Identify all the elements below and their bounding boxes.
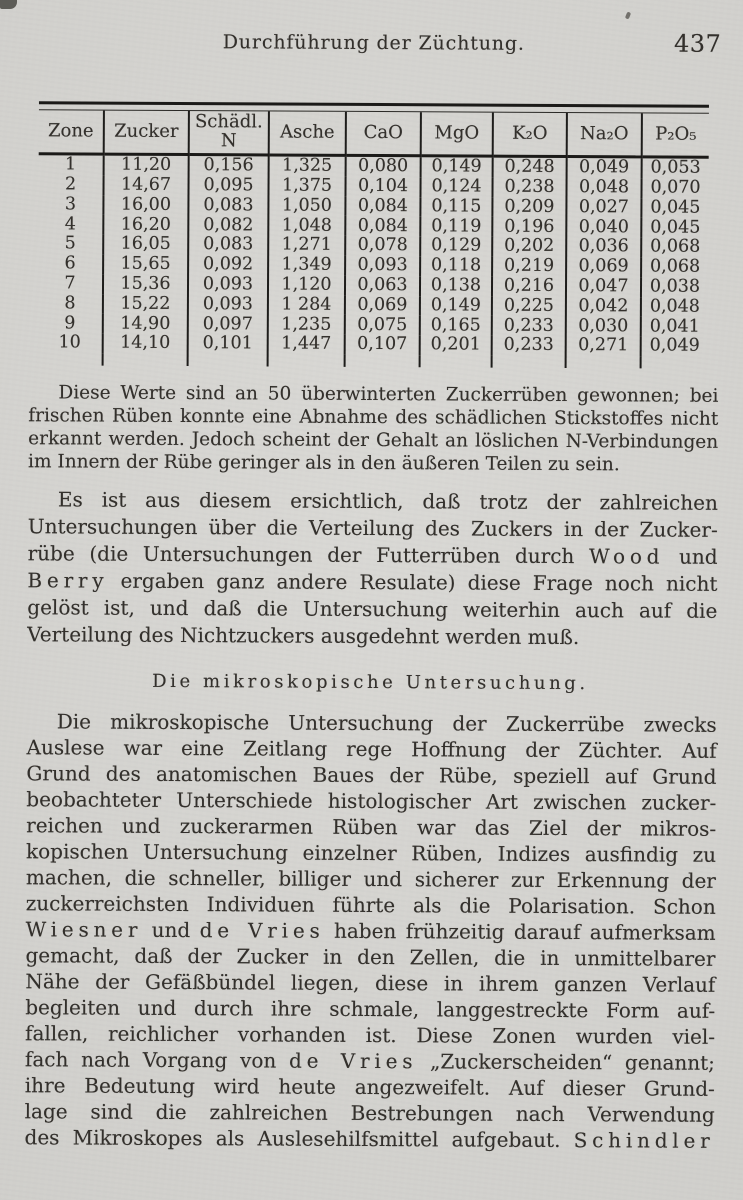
text-line: rübe (die Untersuchungen der Futterrüben durch Wood und: [27, 541, 718, 569]
table-cell: 0,097: [189, 314, 269, 334]
text-line: Auslese war eine Zeitlang rege Hoffnung der Züchter. Auf: [26, 735, 717, 763]
column-header: P₂O₅: [643, 113, 709, 158]
text-line: begleiten und durch ihre schmale, langgestreckte Form auf-: [25, 995, 716, 1023]
table-cell: 0,069: [346, 295, 421, 315]
table-cell: 1,048: [269, 216, 346, 236]
table-cell: 15,22: [104, 294, 189, 314]
table-cell: 0,042: [567, 297, 642, 317]
table-rule-extension: [189, 354, 269, 366]
table-cell: 0,095: [189, 176, 269, 196]
table-cell: 1,235: [269, 315, 346, 335]
table-cell: 1,271: [269, 236, 346, 256]
table-cell: 0,040: [567, 217, 642, 237]
table-cell: 0,083: [189, 235, 269, 255]
table-cell: 1: [39, 155, 105, 175]
table-cell: 0,075: [346, 315, 421, 335]
text-line: Wiesner und de Vries haben frühzeitig darauf aufmerksam: [25, 917, 716, 945]
text-line: Nähe der Gefäßbündel liegen, diese in ihrem ganzen Verlauf: [25, 969, 716, 997]
table-rule-extension: [421, 355, 493, 367]
person-name: Schindler: [573, 1128, 715, 1153]
text-line: Die mikroskopische Untersuchung der Zuckerrübe zwecks: [56, 709, 717, 737]
table-cell: 0,149: [422, 157, 494, 177]
person-name: de Vries: [288, 1048, 418, 1074]
text-line: des Mikroskopes als Auslesehilfsmittel aufgebaut. Schindler: [24, 1125, 715, 1153]
table-cell: 0,045: [650, 216, 701, 238]
table-cell: 0,036: [567, 237, 642, 257]
table-cell: 0,041: [649, 315, 700, 337]
table-cell: 0,104: [346, 177, 421, 197]
table-cell: 0,069: [567, 257, 642, 277]
data-table: [38, 110, 709, 368]
table-cell: 0,093: [189, 275, 269, 295]
text-line: ihre Bedeutung wird heute angezweifelt. Auf dieser Grund-: [24, 1073, 715, 1101]
table-cell: 0,115: [421, 197, 493, 217]
table-cell: 0,080: [347, 157, 422, 177]
table-cell: 0,068: [650, 236, 701, 258]
text-line: machen, die schneller, billiger und sicherer zur Erkennung der: [25, 865, 716, 893]
column-header: Zone: [39, 110, 105, 155]
table-cell: 0,233: [493, 336, 567, 356]
table-cell: 4: [38, 215, 104, 235]
table-cell: 3: [38, 195, 104, 215]
analysis-table: [38, 101, 709, 368]
table-cell: 14,90: [104, 314, 189, 334]
table-cell: 1 284: [269, 295, 346, 315]
table-cell: 0,107: [346, 335, 421, 355]
table-cell: 0,119: [421, 217, 493, 237]
table-cell: 1,120: [269, 275, 346, 295]
text-line: Untersuchungen über die Verteilung des Zuckers in der Zucker-: [27, 514, 718, 542]
table-cell: 0,118: [421, 256, 493, 276]
table-cell: 0,129: [421, 236, 493, 256]
text-line: im Innern der Rübe geringer als in den äußeren Teilen zu sein.: [28, 451, 620, 476]
table-cell: 0,101: [189, 334, 269, 354]
table-cell: 0,078: [346, 236, 421, 256]
text-line: fach nach Vorgang von de Vries „Zuckerscheiden“ genannt;: [24, 1047, 716, 1075]
table-cell: 5: [38, 234, 104, 254]
table-cell: 1,325: [270, 156, 347, 176]
table-cell: 0,138: [421, 276, 493, 296]
table-cell: 0,196: [493, 217, 567, 237]
column-header: K₂O: [494, 113, 568, 158]
table-cell: 0,219: [493, 257, 567, 277]
table-cell: 1,349: [269, 255, 346, 275]
table-cell: 16,00: [104, 195, 189, 215]
note-paragraph: [28, 381, 718, 477]
table-cell: 0,070: [650, 177, 701, 198]
table-cell: 0,216: [493, 276, 567, 296]
table-cell: 0,027: [567, 198, 642, 218]
table-cell: 14,67: [104, 175, 189, 195]
table-cell: 2: [38, 175, 104, 195]
table-cell: 0,092: [189, 255, 269, 275]
column-header: CaO: [347, 112, 422, 157]
table-cell: 0,082: [189, 215, 269, 235]
table-cell: 11,20: [105, 156, 190, 176]
table-cell: 0,047: [567, 277, 642, 297]
table-cell: 0,093: [189, 295, 269, 315]
table-rule-extension: [346, 355, 421, 367]
table-cell: 15,65: [104, 255, 189, 275]
table-cell: 0,063: [346, 276, 421, 296]
paragraph-microscopy: [24, 708, 716, 1154]
text-line: erkannt werden. Jedoch scheint der Gehalt an löslichen N-Verbindungen: [28, 428, 719, 453]
table-rule-extension: [567, 356, 642, 368]
table-cell: 0,083: [189, 196, 269, 216]
table-cell: 1,447: [269, 335, 346, 355]
text-line: fallen, reichlicher vorhanden ist. Diese Zonen wurden viel-: [25, 1021, 716, 1049]
text-line: reichen und zuckerarmen Rüben war das Ziel der mikros-: [26, 813, 717, 841]
table-cell: 0,068: [650, 256, 701, 277]
person-name: Wood: [588, 544, 665, 569]
table-cell: 1,050: [269, 196, 346, 216]
text-line: gelöst ist, und daß die Untersuchung weiterhin auch auf die: [27, 595, 718, 623]
table-cell: 0,030: [567, 316, 642, 336]
table-cell: 0,053: [650, 157, 701, 178]
table-cell: 0,149: [421, 296, 493, 316]
table-cell: 0,248: [494, 158, 568, 178]
table-cell: 0,209: [493, 197, 567, 217]
text-line: Grund des anatomischen Baues der Rübe, speziell auf Grund: [26, 761, 717, 789]
table-cell: 0,045: [650, 197, 701, 218]
text-line: Diese Werte sind an 50 überwinterten Zuckerrüben gewonnen; bei: [58, 382, 719, 407]
column-header: Asche: [270, 111, 347, 156]
section-heading: Die mikroskopische Untersuchung.: [152, 670, 589, 695]
table-cell: 0,225: [493, 296, 567, 316]
table-rule-extension: [104, 354, 189, 366]
table-rule-extension: [642, 356, 708, 368]
table-cell: 0,048: [649, 296, 701, 317]
table-cell: 0,165: [421, 316, 493, 336]
table-rule-extension: [269, 354, 346, 366]
table-cell: 8: [38, 294, 104, 314]
column-header: Schädl. N: [190, 111, 270, 156]
table-rule-extension: [38, 353, 104, 365]
person-name: de Vries: [199, 918, 325, 943]
table-cell: 1,375: [269, 176, 346, 196]
table-cell: 0,084: [346, 196, 421, 216]
table-rule-extension: [493, 356, 567, 368]
table-cell: 0,049: [568, 158, 643, 178]
text-line: gemacht, daß der Zucker in den Zellen, die in unmittelbarer: [25, 943, 716, 971]
table-cell: 0,049: [649, 335, 700, 357]
text-line: Berry ergaben ganz andere Resulate) diese Frage noch nicht: [27, 568, 718, 596]
text-line: lage sind die zahlreichen Bestrebungen nach Verwendung: [24, 1099, 715, 1127]
table-cell: 0,233: [493, 316, 567, 336]
running-title: Durchführung der Züchtung.: [222, 31, 525, 55]
page-number: 437: [673, 29, 722, 58]
table-cell: 0,093: [346, 256, 421, 276]
table-cell: 0,202: [493, 237, 567, 257]
text-line: zuckerreichsten Individuen führte als die Polarisation. Schon: [25, 891, 716, 919]
table-cell: 9: [38, 314, 104, 334]
table-cell: 0,201: [421, 335, 493, 355]
table-cell: 0,038: [649, 276, 701, 297]
table-cell: 0,048: [567, 178, 642, 198]
table-cell: 0,124: [421, 177, 493, 197]
table-cell: 0,271: [567, 336, 642, 356]
table-cell: 10: [38, 333, 104, 353]
table-cell: 14,10: [104, 334, 189, 354]
table-cell: 6: [38, 254, 104, 274]
person-name: Berry: [27, 568, 109, 593]
column-header: Zucker: [105, 111, 190, 156]
paragraph-distribution: [27, 486, 718, 652]
table-cell: 7: [38, 274, 104, 294]
text-line: Verteilung des Nichtzuckers ausgedehnt werden muß.: [27, 622, 580, 650]
table-cell: 15,36: [104, 274, 189, 294]
column-header: MgO: [422, 112, 494, 157]
text-line: beobachteter Unterschiede histologischer Art zwischen zucker-: [26, 787, 717, 815]
text-line: frischen Rüben konnte eine Abnahme des schädlichen Stickstoffes nicht: [28, 405, 719, 430]
table-cell: 0,238: [493, 177, 567, 197]
text-line: Es ist aus diesem ersichtlich, daß trotz der zahlreichen: [57, 487, 718, 515]
table-cell: 16,05: [104, 235, 189, 255]
table-cell: 0,156: [190, 156, 270, 176]
column-header: Na₂O: [568, 113, 643, 158]
table-cell: 16,20: [104, 215, 189, 235]
text-line: kopischen Untersuchung einzelner Rüben, Indizes ausfindig zu: [25, 839, 717, 867]
table-cell: 0,084: [346, 216, 421, 236]
person-name: Wiesner: [25, 917, 143, 942]
